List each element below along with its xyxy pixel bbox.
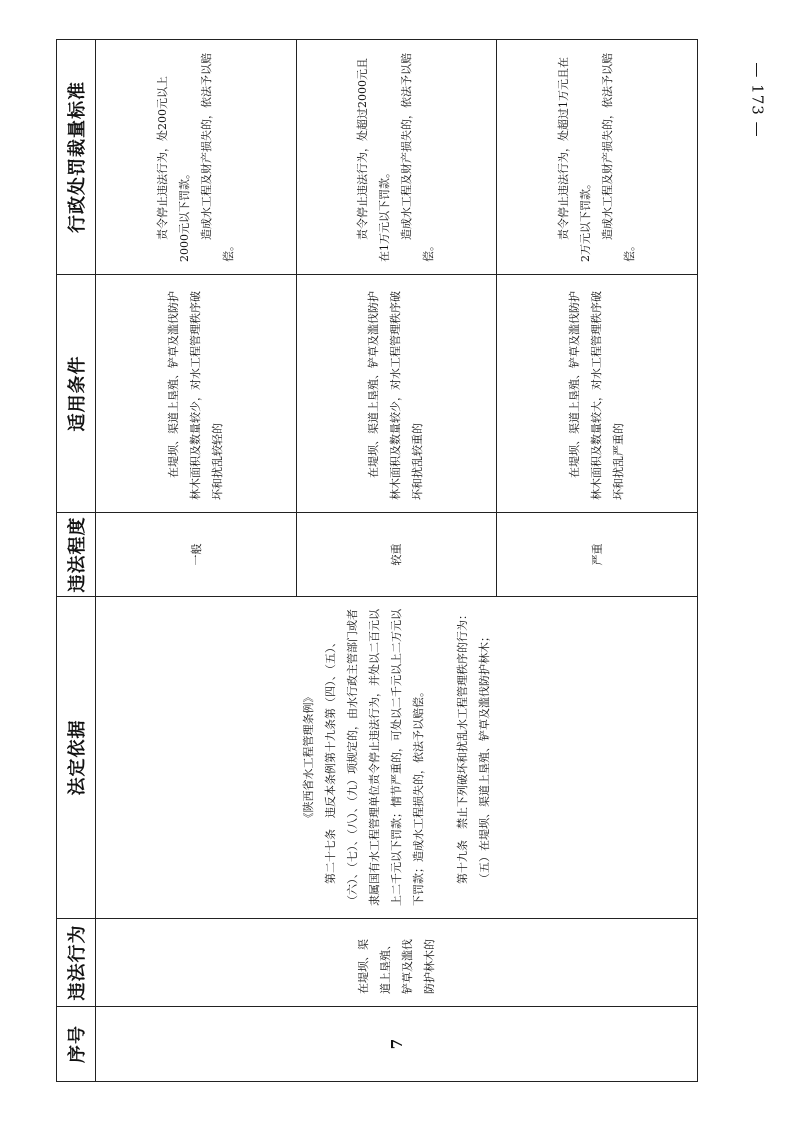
behavior-text: 在堤坝、渠道上垦殖、铲草及滥伐防护林木的: [356, 939, 436, 994]
penalty-standard-table: [56, 39, 698, 1082]
condition-text: 在堤坝、渠道上垦殖、铲草及滥伐防护林木面积及数量较少，对水工程管理秩序破坏和扰乱较重的: [367, 291, 425, 500]
header-behavior: 违法行为: [57, 919, 96, 1007]
behavior-cell: [96, 919, 698, 1007]
condition-cell-serious: [296, 275, 497, 513]
penalty-cell-serious: [296, 40, 497, 275]
page-number-text: — 173 —: [749, 62, 768, 138]
rotated-table-frame: [56, 40, 698, 1082]
penalty-text: 责令停止违法行为，处超过2000元且在1万元以下罚款。: [356, 58, 392, 262]
degree-cell-serious: 较重: [296, 513, 497, 597]
basis-cell: [96, 597, 698, 919]
header-condition: 适用条件: [57, 275, 96, 513]
degree-cell-general: 一般: [96, 513, 297, 597]
seq-cell: 7: [96, 1007, 698, 1082]
condition-text: 在堤坝、渠道上垦殖、铲草及滥伐防护林木面积及数量较大，对水工程管理秩序破坏和扰乱严重的: [568, 291, 626, 500]
penalty-text: 责令停止违法行为，处200元以上2000元以下罚款。: [155, 76, 191, 262]
condition-text: 在堤坝、渠道上垦殖、铲草及滥伐防护林木面积及数量较少，对水工程管理秩序破坏和扰乱较轻的: [166, 291, 224, 500]
compensation-text: 造成水工程及财产损失的，依法予以赔偿。: [601, 53, 637, 262]
page-number: [738, 40, 778, 160]
condition-cell-general: [96, 275, 297, 513]
condition-cell-severe: [497, 275, 698, 513]
penalty-text: 责令停止违法行为，处超过1万元且在2万元以下罚款。: [557, 57, 593, 262]
header-seq: 序号: [57, 1007, 96, 1082]
header-basis: 法定依据: [57, 597, 96, 919]
compensation-text: 造成水工程及财产损失的，依法予以赔偿。: [199, 53, 235, 262]
table-row: [96, 40, 297, 1082]
header-row: [57, 40, 96, 1082]
table-container: [56, 40, 698, 1082]
article-19-text: 第十九条 禁止下列破坏和扰乱水工程管理秩序的行为：: [455, 609, 469, 884]
compensation-text: 造成水工程及财产损失的，依法予以赔偿。: [400, 53, 436, 262]
header-degree: 违法程度: [57, 513, 96, 597]
article-19-item-5-text: （五）在堤坝、渠道上垦殖、铲草及滥伐防护林木；: [477, 631, 491, 884]
degree-cell-severe: 严重: [497, 513, 698, 597]
penalty-cell-general: [96, 40, 297, 275]
header-penalty: 行政处罚裁量标准: [57, 40, 96, 275]
article-27-text: 第二十七条 违反本条例第十九条第（四）、（五）、（六）、（七）、（八）、（九）项规定的，由水行政主管部门或者隶属国有水工程管理单位责令停止违法行为，并处以二百元以上二千元以下罚款；情节严重的，可处以二千元以上二万元以下罚款；造成水工程损失的，依法予以赔偿。: [323, 609, 425, 906]
penalty-cell-severe: [497, 40, 698, 275]
regulation-title: 《陕西省水工程管理条例》: [301, 691, 315, 824]
